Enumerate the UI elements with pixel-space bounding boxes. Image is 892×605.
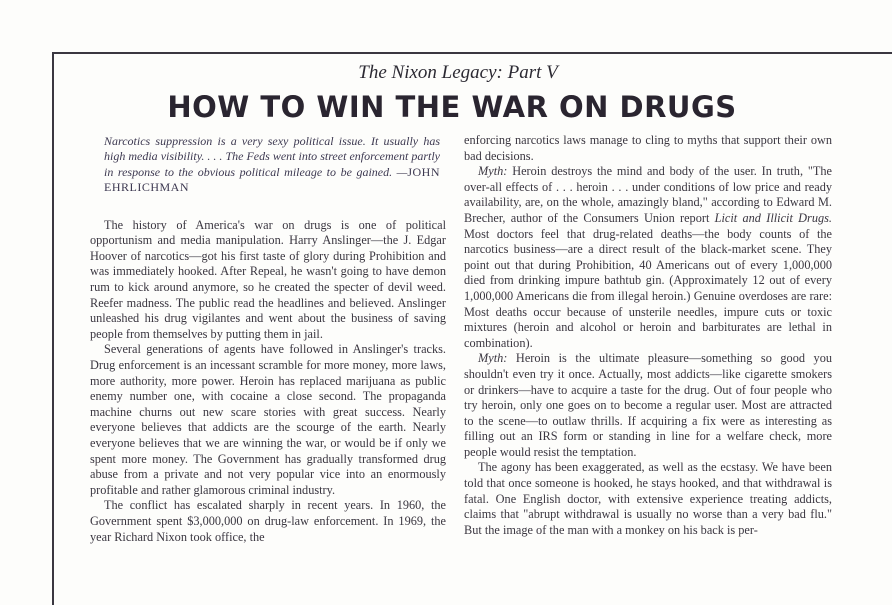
body-paragraph (464, 164, 832, 351)
left-text-column (90, 134, 446, 545)
body-paragraph: The conflict has escalated sharply in recent years. In 1960, the Government spent $3,000,000 on drug-law enforcement. In 1969, the year Richard Nixon took office, the (90, 498, 446, 544)
book-title: Licit and Illicit Drugs. (714, 210, 832, 225)
myth-label: Myth: (478, 164, 508, 179)
right-text-column (464, 133, 832, 538)
epigraph-attribution: JOHN EHRLICHMAN (104, 164, 440, 195)
body-paragraph: The history of America's war on drugs is one of political opportunism and media manipulation. Harry Anslinger—the J. Edgar Hoover of narcotics—got his first taste of glory during Prohibition and was immediately hooked. After Repeal, he wasn't going to have demon rum to kick around anymore, so he created the specter of devil weed. Reefer madness. The public read the headlines and believed. Anslinger unleashed his drug vigilantes and went about the business of saving people from themselves by putting them in jail. (90, 217, 446, 341)
myth-label: Myth: (478, 351, 508, 366)
body-paragraph: The agony has been exaggerated, as well as the ecstasy. We have been told that once someone is hooked, he stays hooked, and that withdrawal is fatal. One English doctor, with extensive experience treating addicts, claims that "abrupt withdrawal is usually no worse than a very bad flu." But the image of the man with a monkey on his back is per- (464, 460, 832, 537)
paragraph-text: Heroin is the ultimate pleasure—something so good you shouldn't even try it once. Actually, most addicts—like cigarette smokers or drinkers—have to acquire a taste for the drug. Out of four people who try heroin, only one goes on to become a regular user. Most are attracted to the scene—to outlaw thrills. If acquiring a fix were as interesting as filling out an IRS form or standing in line for a welfare check, more people would resist the temptation. (464, 351, 832, 459)
paragraph-text: Most doctors feel that drug-related deaths—the body counts of the narcotics business—are a direct result of the black-market scene. They point out that during Prohibition, 40 Americans out of every 1,000,000 died from drinking impure bathtub gin. (Approximately 12 out of every 1,000,000 Americans die from illegal heroin.) Genuine overdoses are rare: Most deaths occur because of unsterile needles, impure cuts or toxic mixtures (heroin and alcohol or heroin and barbiturates are lethal in combination). (464, 226, 832, 350)
epigraph (104, 134, 440, 196)
paragraph-text: Heroin destroys the mind and body of the user. In truth, "The over-all effects of . . . heroin . . . under conditions of low price and ready availability, are, on the whole, amazingly bland," according to Edward M. Brecher, author of the Consumers Union report (464, 164, 832, 225)
article-headline: HOW TO WIN THE WAR ON DRUGS (167, 90, 737, 124)
body-paragraph (464, 351, 832, 460)
epigraph-quote: Narcotics suppression is a very sexy political issue. It usually has high media visibility. . . . The Feds went into street enforcement partly in response to the obvious political mileage to be gained. — (104, 134, 440, 179)
body-paragraph: Several generations of agents have followed in Anslinger's tracks. Drug enforcement is an incessant scramble for more money, more laws, more authority, more power. Heroin has replaced marijuana as public enemy number one, with cocaine a close second. The propaganda machine churns out new scare stories with great success. Nearly everyone believes that addicts are the scourge of the earth. Nearly everyone believes that we are winning the war, or would be if only we spent more money. The Government has gradually transformed drug abuse from a private and not very popular vice into an enormously profitable and rather glamorous criminal industry. (90, 342, 446, 497)
series-kicker: The Nixon Legacy: Part V (358, 62, 558, 83)
body-paragraph: enforcing narcotics laws manage to cling to myths that support their own bad decisions. (464, 133, 832, 163)
